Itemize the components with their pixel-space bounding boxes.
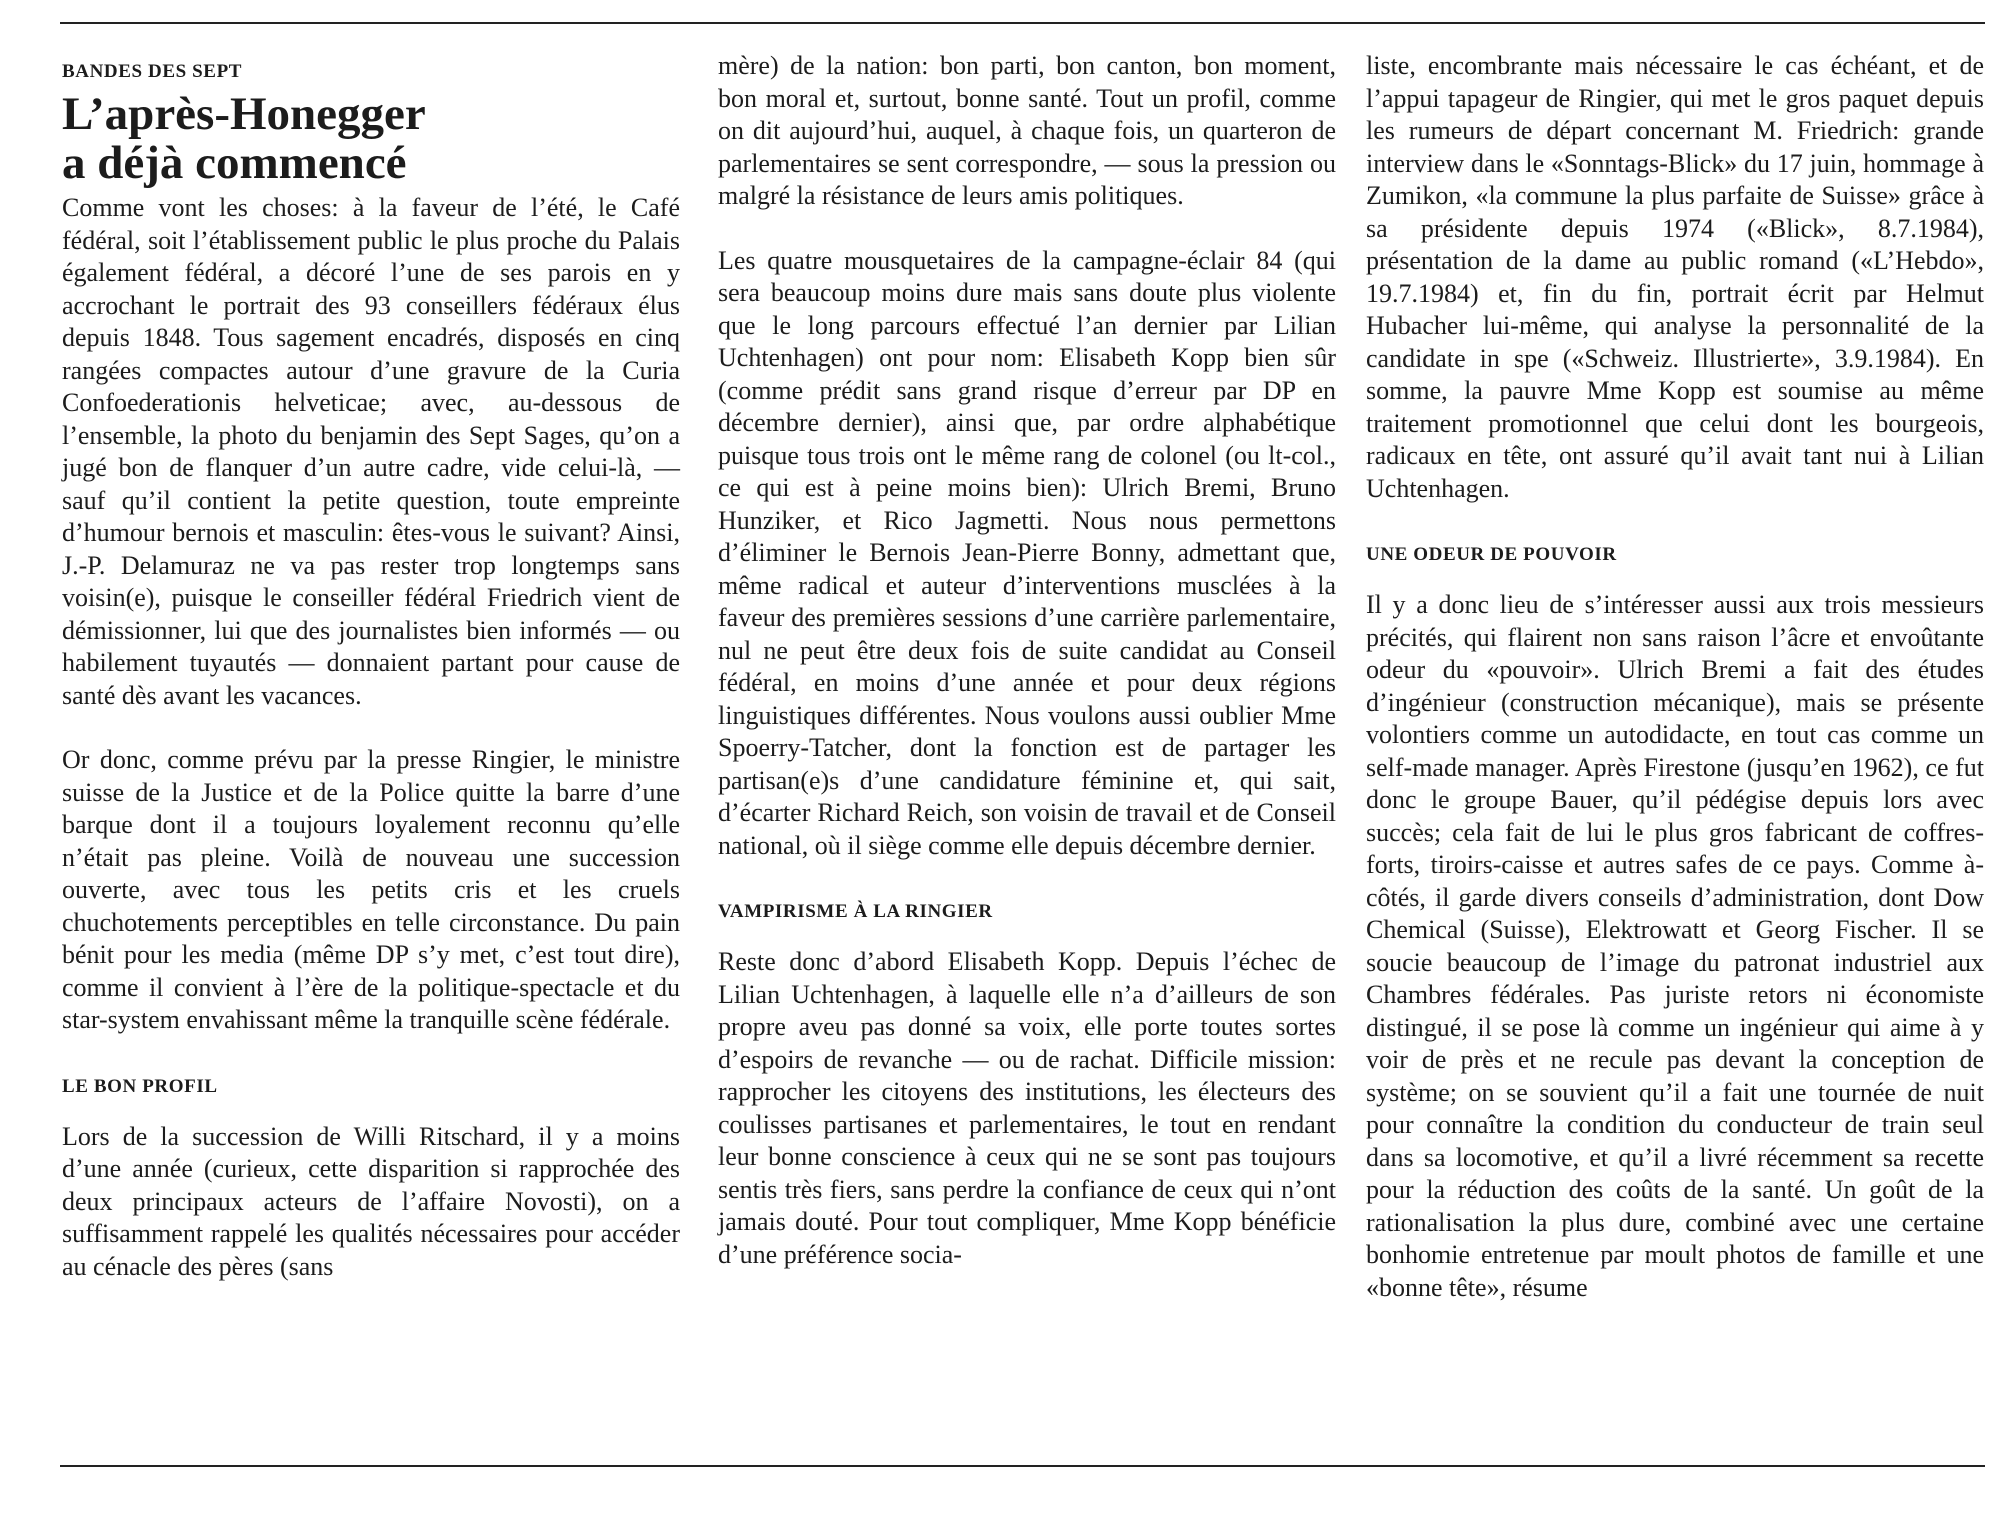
paragraph: Il y a donc lieu de s’intéresser aussi aux trois messieurs précités, qui flairent non sans raison l’âcre et envoûtante odeur du «pouvoir». Ulrich Bremi a fait des études d’ingénieur (construction mécanique), mais se présente volontiers comme un autodidacte, en tout cas comme un self-made manager. Après Firestone (jusqu’en 1962), ce fut donc le groupe Bauer, qu’il pédégise depuis lors avec succès; cela fait de lui le plus gros fabricant de coffres-forts, tiroirs-caisse et autres safes de ce pays. Comme à-côtés, il garde divers conseils d’administration, dont Dow Chemical (Suisse), Elektrowatt et Georg Fischer. Il se soucie beaucoup de l’image du patronat industriel aux Chambres fédérales. Pas juriste retors ni économiste distingué, il se pose là comme un ingénieur qui aime à y voir de près et ne recule pas devant la conception de système; on se souvient qu’il a fait une tournée de nuit pour connaître la condition du conducteur de train seul dans sa locomotive, et qu’il a livré récemment sa recette pour la réduction des coûts de la santé. Un goût de la rationalisation la plus dure, combiné avec une certaine bonhomie entretenue par moult photos de famille et une «bonne tête», résume xyxy=(1366,590,1984,1302)
paragraph: Comme vont les choses: à la faveur de l’été, le Café fédéral, soit l’établissement public le plus proche du Palais également fédéral, a décoré l’une de ses parois en y accrochant le portrait des 93 conseillers fédéraux élus depuis 1848. Tous sagement encadrés, disposés en cinq rangées compactes autour d’une gravure de la Curia Confoederationis helveticae; avec, au-dessous de l’ensemble, la photo du benjamin des Sept Sages, qu’on a jugé bon de flanquer d’un autre cadre, vide celui-là, — sauf qu’il contient la petite question, toute empreinte d’humour bernois et masculin: êtes-vous le suivant? Ainsi, J.-P. Delamuraz ne va pas rester trop longtemps sans voisin(e), puisque le conseiller fédéral Friedrich vient de démissionner, lui que des journalistes bien informés — ou habilement tuyautés — donnaient partant pour cause de santé dès avant les vacances. xyxy=(62,193,680,710)
column-2 xyxy=(718,50,1336,1271)
top-rule xyxy=(60,22,1985,24)
column-1 xyxy=(62,50,680,1283)
bottom-rule xyxy=(60,1465,1985,1467)
paragraph: Or donc, comme prévu par la presse Ringier, le ministre suisse de la Justice et de la Police quitte la barre d’une barque dont il a toujours loyalement reconnu qu’elle n’était pas pleine. Voilà de nouveau une succession ouverte, avec tous les petits cris et les cruels chuchotements perceptibles en telle circonstance. Du pain bénit pour les media (même DP s’y met, c’est tout dire), comme il convient à l’ère de la politique-spectacle et du star-system envahissant même la tranquille scène fédérale. xyxy=(62,745,680,1034)
headline-line-1: L’après-Honegger xyxy=(62,88,426,140)
subheading: UNE ODEUR DE POUVOIR xyxy=(1366,544,1617,565)
subheading: VAMPIRISME À LA RINGIER xyxy=(718,901,993,922)
paragraph: Reste donc d’abord Elisabeth Kopp. Depuis l’échec de Lilian Uchtenhagen, à laquelle elle n’a d’ailleurs de son propre aveu pas donné sa voix, elle porte toutes sortes d’espoirs de revanche — ou de rachat. Difficile mission: rapprocher les citoyens des institutions, les électeurs des coulisses partisanes et parlementaires, le tout en rendant leur bonne conscience à ceux qui ne se sont pas toujours sentis très fiers, sans perdre la confiance de ceux qui n’ont jamais douté. Pour tout compliquer, Mme Kopp bénéficie d’une préférence socia- xyxy=(718,947,1336,1269)
kicker: BANDES DES SEPT xyxy=(62,61,243,82)
subheading: LE BON PROFIL xyxy=(62,1075,218,1097)
paragraph: Lors de la succession de Willi Ritschard, il y a moins d’une année (curieux, cette disparition si rapprochée des deux principaux acteurs de l’affaire Novosti), on a suffisamment rappelé les qualités nécessaires pour accéder au cénacle des pères (sans xyxy=(62,1121,680,1281)
paragraph: liste, encombrante mais nécessaire le cas échéant, et de l’appui tapageur de Ringier, qui met le gros paquet depuis les rumeurs de départ concernant M. Friedrich: grande interview dans le «Sonntags-Blick» du 17 juin, hommage à Zumikon, «la commune la plus parfaite de Suisse» grâce à sa présidente depuis 1974 («Blick», 8.7.1984), présentation de la dame au public romand («L’Hebdo», 19.7.1984) et, fin du fin, portrait écrit par Helmut Hubacher lui-même, qui analyse la personnalité de la candidate in spe («Schweiz. Illustrierte», 3.9.1984). En somme, la pauvre Mme Kopp est soumise au même traitement promotionnel que celui dont les bourgeois, radicaux en tête, ont assuré qu’il avait tant nui à Lilian Uchtenhagen. xyxy=(1366,51,1984,503)
paragraph: Les quatre mousquetaires de la campagne-éclair 84 (qui sera beaucoup moins dure mais sans doute plus violente que le long parcours effectué l’an dernier par Lilian Uchtenhagen) ont pour nom: Elisabeth Kopp bien sûr (comme prédit sans grand risque d’erreur par DP en décembre dernier), ainsi que, par ordre alphabétique puisque tous trois ont le même rang de colonel (ou lt-col., ce qui est à peine moins bien): Ulrich Bremi, Bruno Hunziker, et Rico Jagmetti. Nous nous permettons d’éliminer le Bernois Jean-Pierre Bonny, admettant que, même radical et auteur d’interventions musclées à la faveur des premières sessions d’une carrière parlementaire, nul ne peut être deux fois de suite candidat au Conseil fédéral, en moins d’une année et pour deux régions linguistiques différentes. Nous voulons aussi oublier Mme Spoerry-Tatcher, dont la fonction est de partager les partisan(e)s d’une candidature féminine et, qui sait, d’écarter Richard Reich, son voisin de travail et de Conseil national, où il siège comme elle depuis décembre dernier. xyxy=(718,245,1336,860)
headline xyxy=(62,90,680,188)
column-3 xyxy=(1366,50,1984,1304)
headline-line-2: a déjà commencé xyxy=(62,137,407,189)
paragraph: mère) de la nation: bon parti, bon canton, bon moment, bon moral et, surtout, bonne santé. Tout un profil, comme on dit aujourd’hui, auquel, à chaque fois, un quarteron de parlementaires se sent correspondre, — sous la pression ou malgré la résistance de leurs amis politiques. xyxy=(718,51,1336,210)
